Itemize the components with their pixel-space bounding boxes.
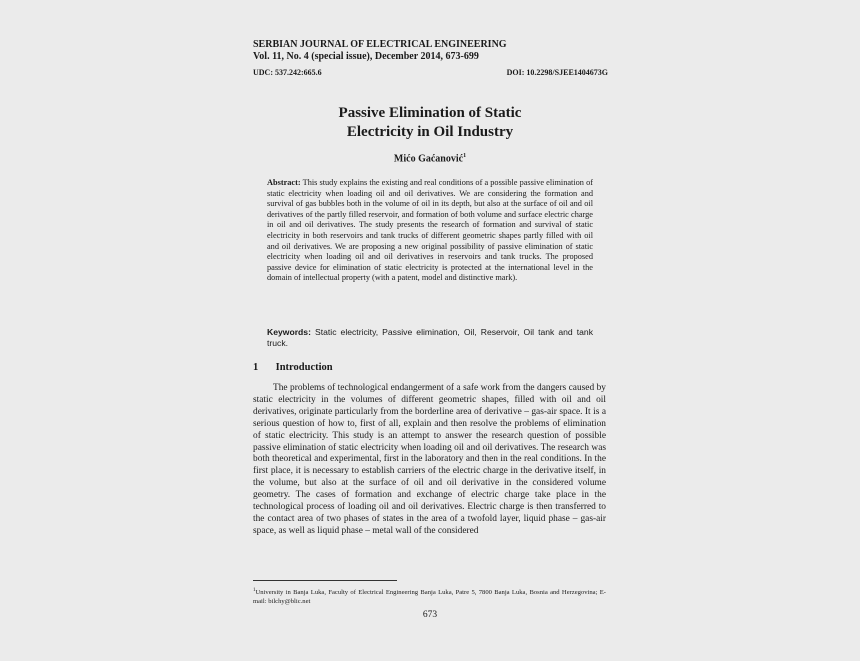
footnote (253, 586, 606, 606)
author-name: Mićo Gaćanović (393, 153, 464, 165)
section-heading (253, 362, 333, 373)
author (250, 153, 610, 164)
title-line-2: Electricity in Oil Industry (346, 124, 514, 140)
footnote-rule (253, 580, 397, 581)
abstract-label: Abstract: (267, 178, 301, 187)
keywords-text: Static electricity, Passive elimination, Oil, Reservoir, Oil tank and tank truck. (267, 327, 593, 348)
udc-code: UDC: 537.242:665.6 (253, 68, 322, 77)
abstract-text: This study explains the existing and real conditions of a possible passive elimination of static electricity when loading oil and oil derivatives. We are considering the formation and survival of gas bubbles both in the volume of oil in its depth, but also at the surface of oil and oil derivatives of the partly filled reservoir, and formation of both volume and surface electric charge in oil and oil derivatives. The study presents the research of formation and survival of static electricity in both reservoirs and tank trucks of different geometric shapes partly filled with oil and oil derivatives. We are proposing a new original possibility of passive elimination of static electricity when loading oil and oil derivatives in reservoirs and tank trucks. The proposed passive device for elimination of static electricity is protected at the international level in the domain of intellectual property (with a patent, model and distinctive mark). (267, 178, 593, 283)
paper-page (250, 30, 610, 661)
footnote-text: University in Banja Luka, Faculty of Electrical Engineering Banja Luka, Patre 5, 7800 Banja Luka, Bosnia and Herzegovina; E-mail: bilchy@blic.net (253, 589, 606, 606)
section-number: 1 (253, 362, 259, 373)
author-footnote-mark: 1 (463, 153, 467, 159)
journal-volume: Vol. 11, No. 4 (special issue), December 2014, 673-699 (253, 51, 479, 62)
footnote-mark: 1 (253, 588, 256, 593)
title-line-1: Passive Elimination of Static (338, 105, 522, 121)
keywords (267, 327, 593, 349)
journal-name: SERBIAN JOURNAL OF ELECTRICAL ENGINEERING (253, 39, 507, 50)
abstract (267, 178, 593, 284)
doi: DOI: 10.2298/SJEE1404673G (506, 68, 608, 77)
paper-title (250, 104, 610, 142)
keywords-label: Keywords: (267, 327, 311, 337)
section-title: Introduction (275, 362, 333, 373)
page-number: 673 (422, 610, 438, 620)
article-meta (253, 68, 608, 77)
body-paragraph: The problems of technological endangerment of a safe work from the dangers caused by static electricity in the volumes of different geometric shapes, filled with oil and oil derivatives, originate particularly from the borderline area of derivative – gas-air space. It is a serious question of how to, first of all, explain and then resolve the problems of elimination of static electricity. This study is an attempt to answer the research question of possible passive elimination of static electricity when loading oil and oil derivatives. The research was both theoretical and experimental, first in the laboratory and then in the real conditions. In the first place, it is necessary to establish carriers of the electric charge in the derivative itself, in the volume, but also at the surface of oil and oil derivative in the considered volume geometry. The cases of formation and exchange of electric charge take place in the technological process of loading oil and oil derivatives. Electric charge is then transferred to the contact area of two phases of states in the area of a twofold layer, liquid phase – gas-air space, as well as liquid phase – metal wall of the considered (253, 383, 606, 536)
journal-header (253, 39, 507, 63)
